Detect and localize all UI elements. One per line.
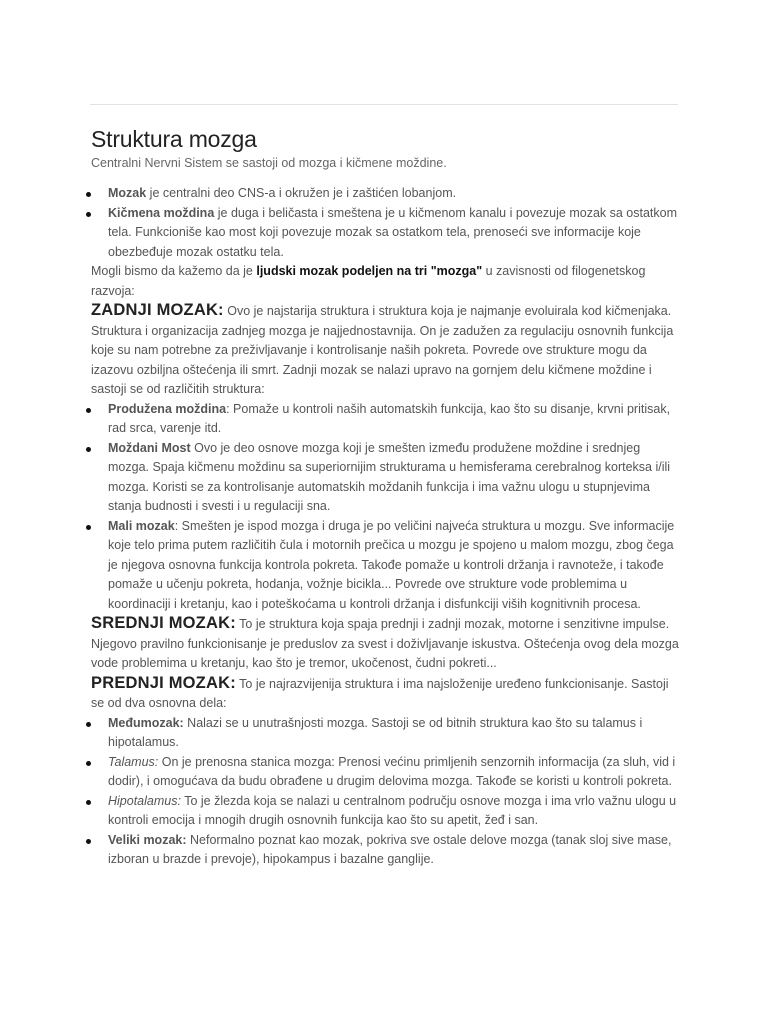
list-item — [91, 439, 681, 517]
item-term: Mozak — [108, 186, 147, 200]
list-item — [91, 204, 681, 263]
srednji-heading: SREDNJI MOZAK: — [91, 614, 236, 632]
page-subtitle: Centralni Nervni Sistem se sastoji od mozga i kičmene moždine. — [91, 156, 447, 170]
page-title: Struktura mozga — [91, 126, 257, 152]
list-item — [91, 714, 681, 753]
item-text: : Pomaže u kontroli naših automatskih funkcija, kao što su disanje, krvni pritisak, rad srca, varenje itd. — [108, 401, 671, 435]
document-page — [91, 124, 681, 870]
item-term: Hipotalamus: — [108, 793, 181, 808]
item-text: Ovo je deo osnove mozga koji je smešten između produžene moždine i srednjeg mozga. Spaja kičmenu moždinu sa superiornijim strukturama u hemisferama cerebralnog korteksa i/ili mozga. Koristi se za kontrolisanje automatskih moždanih funkcija i ima važnu ulogu u stupnjevima stanja budnosti i svesti i u regulaciji sna. — [108, 440, 671, 513]
item-term: Međumozak: — [108, 715, 184, 730]
top-divider — [90, 104, 678, 105]
division-bold: ljudski mozak podeljen na tri "mozga" — [256, 264, 483, 278]
list-item — [91, 792, 681, 831]
prednji-paragraph — [91, 674, 681, 714]
item-text: je duga i beličasta i smeštena je u kičmenom kanalu i povezuje mozak sa ostatkom tela. Funkcioniše kao most koji povezuje mozak sa ostatkom tela, prenoseći sve informacije koje obezbeđuje mozak ostatku tela. — [108, 205, 678, 259]
item-text: Nalazi se u unutrašnjosti mozga. Sastoji se od bitnih struktura kao što su talamus i hipotalamus. — [108, 715, 643, 749]
zadnji-list — [91, 400, 681, 615]
list-item — [91, 753, 681, 792]
list-item — [91, 400, 681, 439]
item-text: On je prenosna stanica mozga: Prenosi većinu primljenih senzornih informacija (za sluh, vid i dodir), i omogućava da budu obrađene u drugim delovima mozga. Takođe se koristi u kontroli pokreta. — [108, 754, 676, 788]
item-term: Produžena moždina — [108, 401, 227, 416]
list-item — [91, 184, 681, 204]
list-item — [91, 517, 681, 615]
item-text: Neformalno poznat kao mozak, pokriva sve ostale delove mozga (tanak sloj sive mase, izboran u brazde i prevoje), hipokampus i bazalne ganglije. — [108, 832, 672, 866]
item-text: : Smešten je ispod mozga i druga je po veličini najveća struktura u mozgu. Sve informacije koje telo prima putem različitih čula i motornih prečica u mozgu je spojeno u malom mozgu, zbog čega je njegova osnovna funkcija kontrola pokreta. Takođe pomaže u kontroli držanja i ravnoteže, i takođe pomaže u učenju pokreta, hodanja, vožnje bicikla... Povrede ove strukture vode problemima u koordinaciji i kretanju, kao i poteškoćama u kontroli držanja i disfunkciji viših kognitivnih procesa. — [108, 518, 675, 611]
division-text-before: Mogli bismo da kažemo da je — [91, 264, 257, 278]
zadnji-text: Ovo je najstarija struktura i struktura koja je najmanje evoluirala kod kičmenjaka. Struktura i organizacija zadnjeg mozga je najjednostavnija. On je zadužen za regulaciju osnovnih funkcija koje su nam potrebne za preživljavanje i kontrolisanje naših pokreta. Povrede ove strukture mogu da izazovu ozbiljna oštećenja ili smrt. Zadnji mozak se nalazi upravo na gornjem delu kičmene moždine i sastoji se od različitih struktura: — [91, 304, 674, 396]
zadnji-heading: ZADNJI MOZAK: — [91, 301, 224, 319]
item-text: To je žlezda koja se nalazi u centralnom području osnove mozga i ima vrlo važnu ulogu u kontroli emocija i mnogih drugih osnovnih funkcija kao što su apetit, žeđ i san. — [108, 793, 677, 827]
item-term: Mali mozak — [108, 518, 175, 533]
division-text-after: u zavisnosti od filogenetskog razvoja: — [91, 264, 646, 298]
item-text: je centralni deo CNS-a i okružen je i zaštićen lobanjom. — [146, 186, 457, 200]
list-item — [91, 831, 681, 870]
item-term: Kičmena moždina — [108, 205, 215, 220]
srednji-text: To je struktura koja spaja prednji i zadnji mozak, motorne i senzitivne impulse. Njegovo pravilno funkcionisanje je preduslov za svest i doživljavanje iskustva. Oštećenja ovog dela mozga vode problemima u kretanju, kao što je tremor, ukočenost, čudni pokreti... — [91, 617, 679, 670]
division-paragraph — [91, 262, 681, 301]
intro-list — [91, 184, 681, 262]
zadnji-paragraph — [91, 301, 681, 400]
item-term: Moždani Most — [108, 440, 191, 455]
srednji-paragraph — [91, 614, 681, 674]
prednji-list — [91, 714, 681, 870]
prednji-text: To je najrazvijenija struktura i ima najsloženije uređeno funkcionisanje. Sastoji se od dva osnovna dela: — [91, 676, 669, 710]
item-term: Veliki mozak: — [108, 832, 187, 847]
prednji-heading: PREDNJI MOZAK: — [91, 673, 236, 692]
item-term: Talamus: — [108, 754, 159, 769]
